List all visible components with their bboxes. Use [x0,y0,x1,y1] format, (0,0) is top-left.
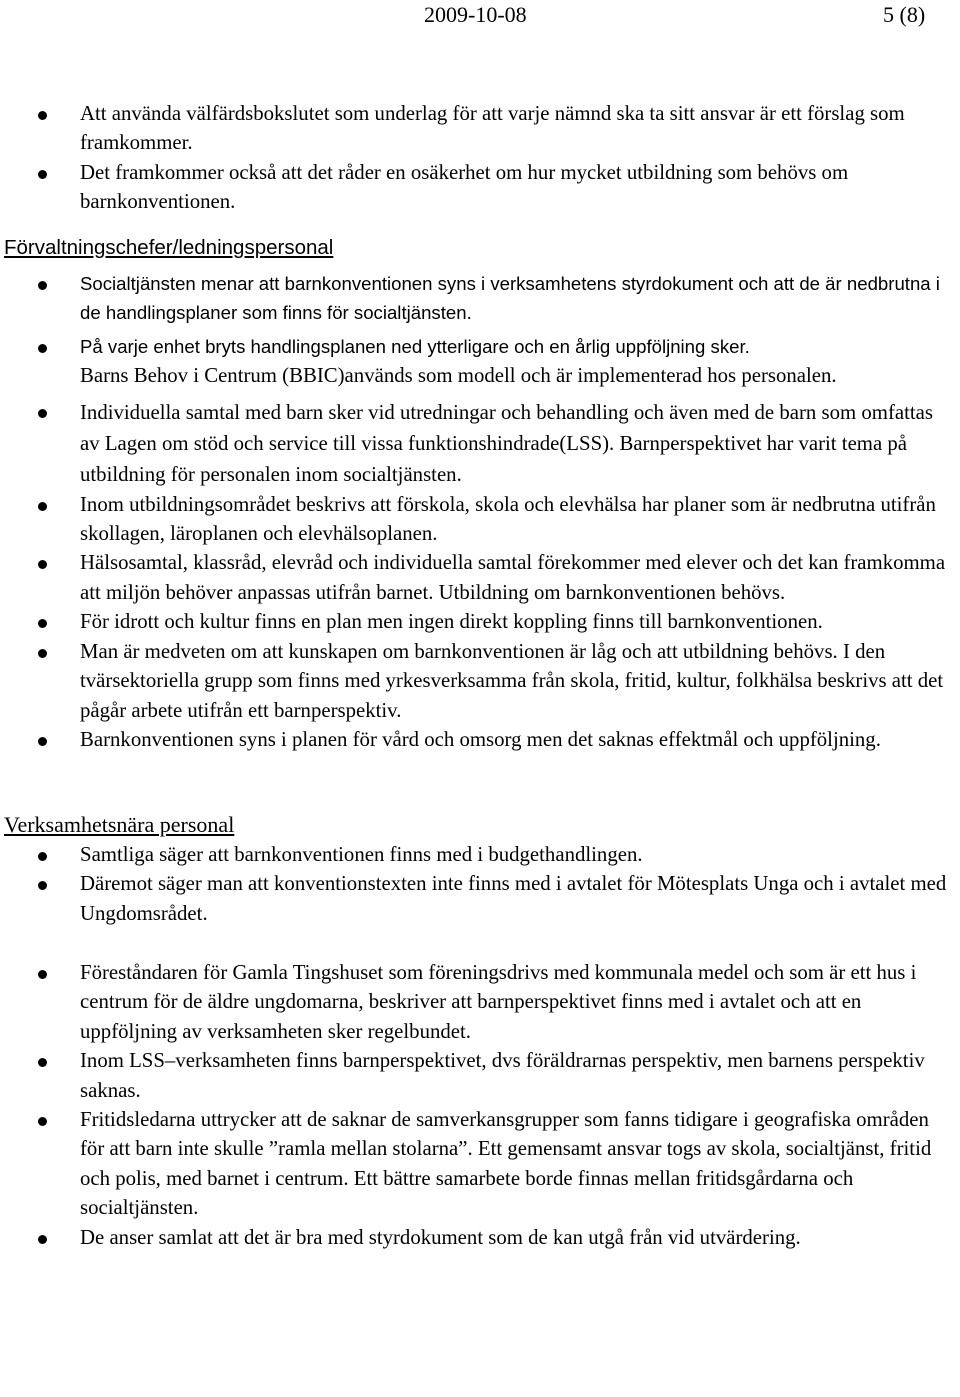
list-item [0,269,960,328]
list-item-text: Socialtjänsten menar att barnkonventionen syns i verksamhetens styrdokument och att de är nedbrutna i de handlingsplaner som finns för socialtjänsten. [80,273,940,324]
page-header [0,0,960,32]
bullet-icon [38,737,47,746]
header-page-number: 5 (8) [883,2,926,27]
bullet-icon [38,1058,47,1067]
list-item-text: Hälsosamtal, klassråd, elevråd och individuella samtal förekommer med elever och det kan framkomma att miljön behöver anpassas utifrån barnet. Utbildning om barnkonventionen behövs. [80,551,946,604]
list-item [0,1223,960,1252]
list-item [0,607,960,636]
list-item-text: Inom LSS–verksamheten finns barnperspektivet, dvs föräldrarnas perspektiv, men barnens perspektiv saknas. [80,1049,925,1102]
list-item [0,869,960,928]
list-item [0,725,960,754]
list-item [0,548,960,607]
plain-paragraph: Barns Behov i Centrum (BBIC)används som modell och är implementerad hos personalen. [80,364,837,388]
bullet-icon [38,1235,47,1244]
bullet-icon [38,502,47,511]
header-date: 2009-10-08 [424,2,527,27]
list-item-text: Föreståndaren för Gamla Tingshuset som föreningsdrivs med kommunala medel och som är ett hus i centrum för de äldre ungdomarna, beskriver att barnperspektivet finns med i avtalet och att en uppföljning av verksamheten sker regelbundet. [80,960,917,1043]
list-item [0,332,960,361]
bullet-icon [38,619,47,628]
list-item-text: Att använda välfärdsbokslutet som underlag för att varje nämnd ska ta sitt ansvar är ett förslag som framkommer. [80,102,905,155]
list-item-text: Individuella samtal med barn sker vid utredningar och behandling och även med de barn som omfattas av Lagen om stöd och service till vissa funktionshindrade(LSS). Barnperspektivet har varit tema på utbildning för personalen inom socialtjänsten. [80,400,933,486]
list-item-text: För idrott och kultur finns en plan men ingen direkt koppling finns till barnkonventionen. [80,610,823,634]
bullet-icon [38,111,47,120]
section-heading-staff: Verksamhetsnära personal [4,812,235,838]
section-heading-management: Förvaltningschefer/ledningspersonal [4,235,334,259]
management-list-serif [0,397,960,755]
bullet-icon [38,649,47,658]
list-item [0,397,960,490]
bullet-icon [38,281,47,290]
bullet-icon [38,1117,47,1126]
list-item-text: Barnkonventionen syns i planen för vård och omsorg men det saknas effektmål och uppföljning. [80,727,881,751]
staff-list-b [0,958,960,1252]
bullet-icon [38,852,47,861]
list-item [0,158,960,217]
list-item [0,1105,960,1223]
bullet-icon [38,344,47,353]
bullet-icon [38,881,47,890]
list-item-text: Fritidsledarna uttrycker att de saknar de samverkansgrupper som fanns tidigare i geografiska områden för att barn inte skulle ”ramla mellan stolarna”. Ett gemensamt ansvar togs av skola, socialtjänst, fritid och polis, med barnet i centrum. Ett bättre samarbete borde finnas mellan fritidsgårdarna och socialtjänsten. [80,1107,932,1220]
list-item [0,1046,960,1105]
list-item [0,840,960,869]
list-item-text: Det framkommer också att det råder en osäkerhet om hur mycket utbildning som behövs om barnkonventionen. [80,160,849,214]
list-item-text: Däremot säger man att konventionstexten inte finns med i avtalet för Mötesplats Unga och i avtalet med Ungdomsrådet. [80,872,947,925]
list-item-text: Inom utbildningsområdet beskrivs att förskola, skola och elevhälsa har planer som är nedbrutna utifrån skollagen, läroplanen och elevhälsoplanen. [80,492,936,546]
management-list-sans [0,269,960,361]
list-item-text: De anser samlat att det är bra med styrdokument som de kan utgå från vid utvärdering. [80,1225,801,1249]
list-item-text: Samtliga säger att barnkonventionen finns med i budgethandlingen. [80,842,643,866]
bullet-icon [38,170,47,179]
staff-list-a [0,840,960,928]
bullet-icon [38,970,47,979]
list-item [0,99,960,158]
list-item-text: Man är medveten om att kunskapen om barnkonventionen är låg och att utbildning behövs. I den tvärsektoriella grupp som finns med yrkesverksamma från skola, fritid, kultur, folkhälsa beskrivs att det pågår arbete utifrån ett barnperspektiv. [80,639,944,722]
document-body [0,99,960,1252]
bullet-icon [38,560,47,569]
list-item [0,637,960,725]
list-item [0,958,960,1046]
bullet-icon [38,409,47,418]
list-item-text: På varje enhet bryts handlingsplanen ned ytterligare och en årlig uppföljning sker. [80,335,750,357]
intro-list [0,99,960,217]
list-item [0,490,960,549]
